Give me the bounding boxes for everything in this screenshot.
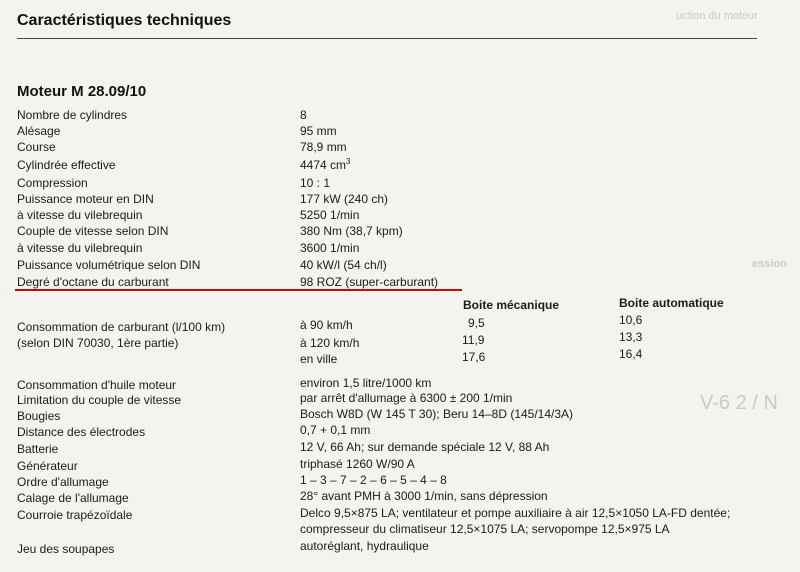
spec-value-highlighted: 98 ROZ (super-carburant) (300, 275, 439, 289)
spec-label: Compression (17, 176, 88, 190)
spec-label: Cylindrée effective (17, 158, 116, 172)
spec-value: 28° avant PMH à 3000 1/min, sans dépression (300, 489, 548, 503)
spec-label: Calage de l'allumage (17, 491, 129, 505)
consumption-condition: à 90 km/h (300, 318, 353, 332)
spec-value: 1 – 3 – 7 – 2 – 6 – 5 – 4 – 8 (300, 473, 447, 487)
spec-label-highlighted: Degré d'octane du carburant (17, 275, 169, 289)
spec-label: Jeu des soupapes (17, 542, 115, 556)
spec-label: Puissance moteur en DIN (17, 192, 154, 206)
spec-label: à vitesse du vilebrequin (17, 241, 143, 255)
spec-label: Limitation du couple de vitesse (17, 393, 182, 407)
consumption-manual: 11,9 (462, 333, 485, 347)
consumption-manual: 9,5 (468, 316, 485, 330)
consumption-auto: 13,3 (619, 330, 643, 344)
spec-value: Delco 9,5×875 LA; ventilateur et pompe auxiliaire à air 12,5×1050 LA-FD dentée; (300, 506, 731, 520)
spec-label: Puissance volumétrique selon DIN (17, 258, 201, 272)
spec-label: Distance des électrodes (17, 425, 146, 439)
spec-label: Ordre d'allumage (17, 475, 109, 489)
spec-label: Batterie (17, 442, 59, 456)
spec-value: 5250 1/min (300, 208, 360, 222)
spec-label: à vitesse du vilebrequin (17, 208, 143, 222)
spec-label: Alésage (17, 124, 61, 138)
spec-value: 95 mm (300, 124, 337, 138)
spec-value: 40 kW/l (54 ch/l) (300, 258, 387, 272)
consumption-auto: 10,6 (619, 313, 643, 327)
spec-value: triphasé 1260 W/90 A (300, 457, 415, 471)
spec-value: 78,9 mm (300, 140, 347, 154)
consumption-condition: à 120 km/h (300, 336, 360, 350)
consumption-label: Consommation de carburant (l/100 km) (17, 320, 226, 334)
consumption-auto: 16,4 (619, 347, 643, 361)
spec-value: par arrêt d'allumage à 6300 ± 200 1/min (300, 391, 513, 405)
spec-label: Nombre de cylindres (17, 108, 128, 122)
unit-superscript: 3 (346, 157, 351, 166)
spec-value-cylindree (300, 158, 350, 172)
spec-value: 8 (300, 108, 307, 122)
page-title: Caractéristiques techniques (17, 12, 232, 29)
consumption-condition: en ville (300, 352, 338, 366)
red-highlight-underline (15, 289, 462, 291)
spec-value: 10 : 1 (300, 176, 331, 190)
spec-value-continued: compresseur du climatiseur 12,5×1075 LA; servopompe 12,5×975 LA (300, 522, 670, 536)
column-header-auto: Boite automatique (619, 296, 724, 310)
spec-label: Bougies (17, 409, 61, 423)
spec-value: autoréglant, hydraulique (300, 539, 429, 553)
spec-label: Couple de vitesse selon DIN (17, 224, 169, 238)
spec-value: 177 kW (240 ch) (300, 192, 389, 206)
spec-value: 380 Nm (38,7 kpm) (300, 224, 403, 238)
spec-label: Course (17, 140, 56, 154)
spec-label: Courroie trapézoïdale (17, 508, 133, 522)
engine-title: Moteur M 28.09/10 (17, 83, 147, 100)
spec-label: Consommation d'huile moteur (17, 378, 177, 392)
consumption-manual: 17,6 (462, 350, 486, 364)
spec-value: environ 1,5 litre/1000 km (300, 376, 432, 390)
bleed-through-heading: uction du moteur (676, 10, 758, 22)
consumption-label-note: (selon DIN 70030, 1ère partie) (17, 336, 179, 350)
spec-value: 0,7 + 0,1 mm (300, 423, 371, 437)
spec-value: 3600 1/min (300, 241, 360, 255)
spec-label: Générateur (17, 459, 78, 473)
column-header-manual: Boite mécanique (463, 298, 560, 312)
spec-value: Bosch W8D (W 145 T 30); Beru 14–8D (145/14/3A) (300, 407, 574, 421)
spec-value-text: 4474 cm (300, 158, 347, 172)
spec-value: 12 V, 66 Ah; sur demande spéciale 12 V, 88 Ah (300, 440, 550, 454)
bleed-through-side-heading: ession (752, 258, 787, 270)
header-divider (17, 38, 757, 39)
bleed-through-big-text: V-6 2 / N (700, 392, 778, 414)
